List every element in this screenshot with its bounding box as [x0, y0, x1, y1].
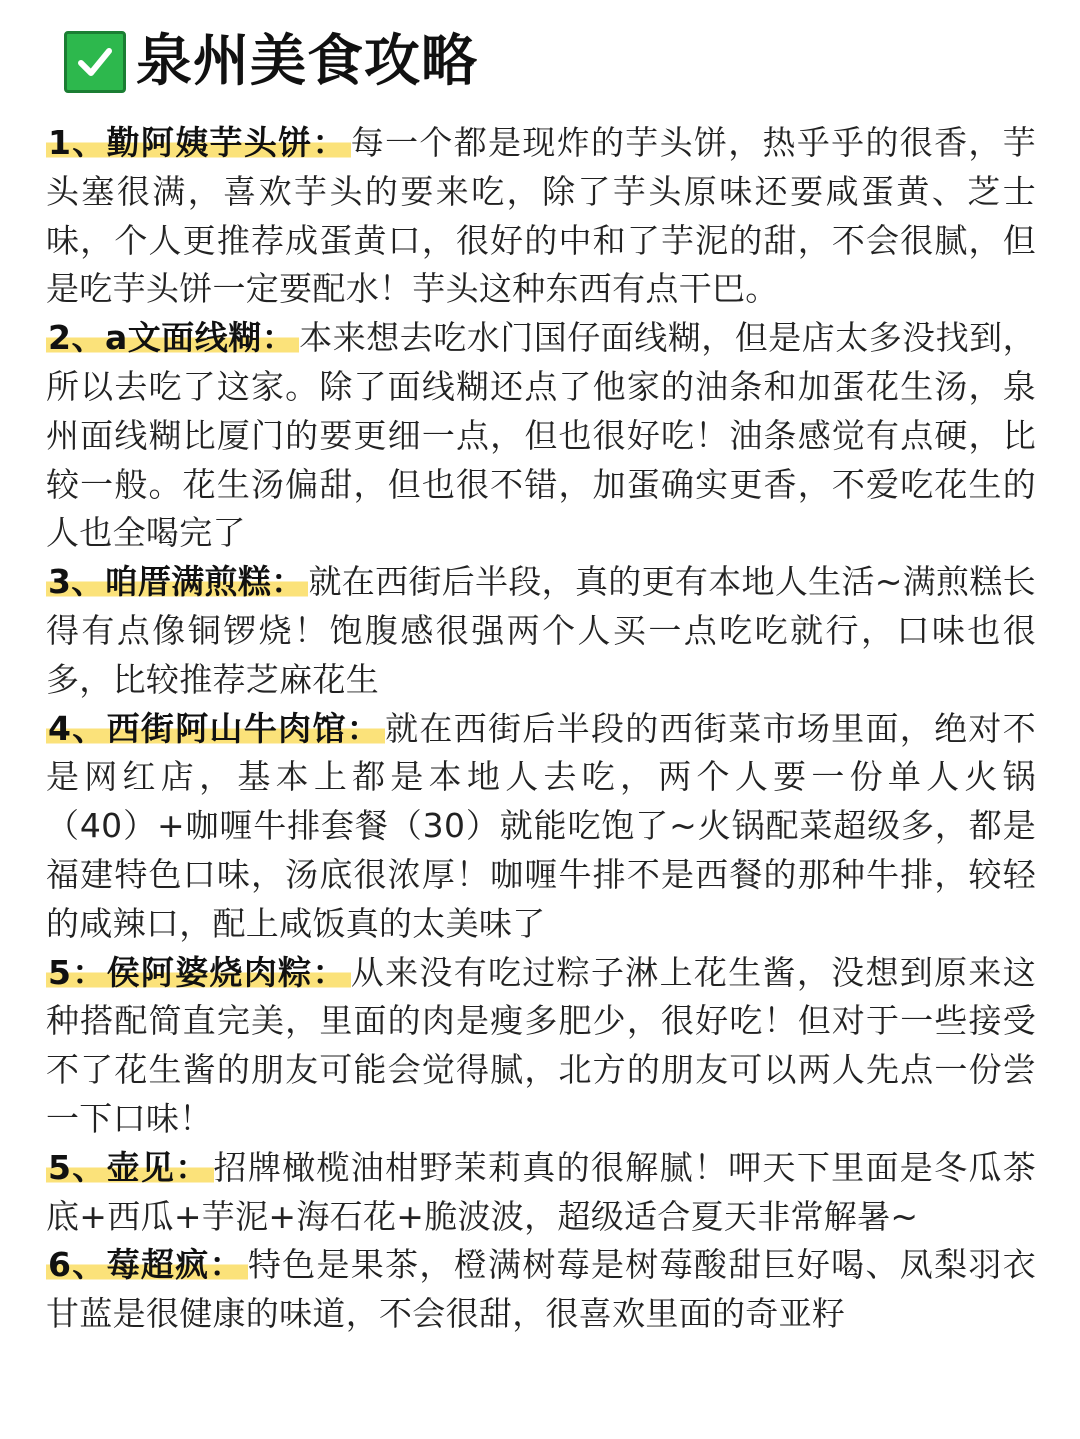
- item-heading: 5：侯阿婆烧肉粽：: [46, 953, 351, 992]
- item-description: 就在西街后半段的西街菜市场里面，绝对不是网红店，基本上都是本地人去吃，两个人要一份单人火锅（40）+咖喱牛排套餐（30）就能吃饱了~火锅配菜超级多，都是福建特色口味，汤底很浓厚！咖喱牛排不是西餐的那种牛排，较轻的咸辣口，配上咸饭真的太美味了: [46, 708, 1037, 943]
- list-item: [46, 705, 1036, 949]
- list-item: [46, 558, 1036, 704]
- item-heading: 5、壶见：: [46, 1148, 214, 1187]
- item-description: 招牌橄榄油柑野茉莉真的很解腻！呷天下里面是冬瓜茶底+西瓜+芋泥+海石花+脆波波，超级适合夏天非常解暑~: [46, 1147, 1037, 1236]
- item-heading: 1、勤阿姨芋头饼：: [46, 123, 351, 162]
- list-item: [46, 949, 1036, 1144]
- page-title: 泉州美食攻略: [136, 29, 478, 94]
- list-item: [46, 119, 1036, 314]
- item-heading: 4、西街阿山牛肉馆：: [46, 709, 385, 748]
- item-description: 就在西街后半段，真的更有本地人生活~满煎糕长得有点像铜锣烧！饱腹感很强两个人买一点吃吃就行，口味也很多，比较推荐芝麻花生: [46, 562, 1036, 699]
- list-item: [46, 1144, 1036, 1242]
- check-mark-icon: [64, 31, 126, 93]
- item-heading: 2、a文面线糊：: [46, 318, 299, 357]
- food-list: [46, 119, 1036, 1339]
- item-description: 每一个都是现炸的芋头饼，热乎乎的很香，芋头塞很满，喜欢芋头的要来吃，除了芋头原味还要咸蛋黄、芝士味，个人更推荐成蛋黄口，很好的中和了芋泥的甜，不会很腻，但是吃芋头饼一定要配水！芋头这种东西有点干巴。: [46, 123, 1037, 309]
- list-item: [46, 1241, 1036, 1339]
- list-item: [46, 314, 1036, 558]
- item-description: 从来没有吃过粽子淋上花生酱，没想到原来这种搭配简直完美，里面的肉是瘦多肥少，很好吃！但对于一些接受不了花生酱的朋友可能会觉得腻，北方的朋友可以两人先点一份尝一下口味！: [46, 952, 1037, 1138]
- item-description: 特色是果茶，橙满树莓是树莓酸甜巨好喝、凤梨羽衣甘蓝是很健康的味道，不会很甜，很喜欢里面的奇亚籽: [46, 1245, 1037, 1334]
- item-heading: 6、莓超疯：: [46, 1245, 248, 1284]
- item-heading: 3、咱厝满煎糕：: [46, 562, 308, 601]
- title-row: [64, 26, 478, 98]
- item-description: 本来想去吃水门国仔面线糊，但是店太多没找到，所以去吃了这家。除了面线糊还点了他家的油条和加蛋花生汤，泉州面线糊比厦门的要更细一点，但也很好吃！油条感觉有点硬，比较一般。花生汤偏甜，但也很不错，加蛋确实更香，不爱吃花生的人也全喝完了: [46, 318, 1036, 553]
